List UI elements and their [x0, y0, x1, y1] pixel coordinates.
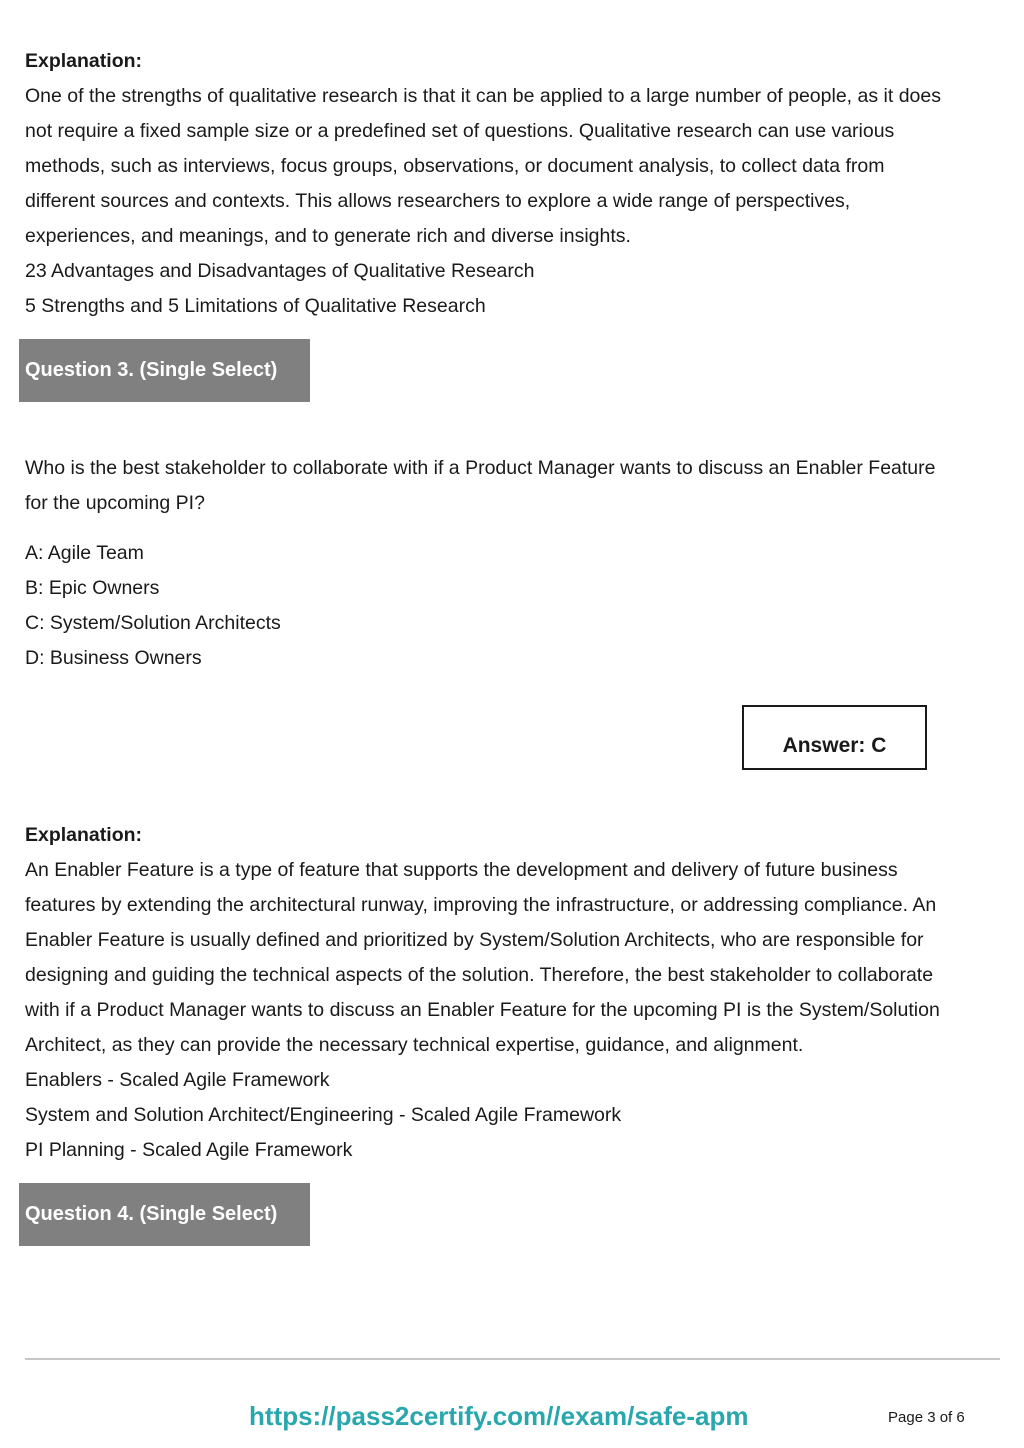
explanation-text-line: not require a fixed sample size or a predefined set of questions. Qualitative research can use various [25, 120, 895, 142]
explanation-text-line: Enabler Feature is usually defined and prioritized by System/Solution Architects, who are responsible for [25, 929, 924, 951]
option-d: D: Business Owners [25, 647, 202, 669]
option-b: B: Epic Owners [25, 577, 160, 599]
explanation-heading: Explanation: [25, 50, 143, 72]
explanation-heading: Explanation: [25, 824, 143, 846]
reference-line: 23 Advantages and Disadvantages of Qualitative Research [25, 260, 535, 282]
explanation-text-line: methods, such as interviews, focus groups, observations, or document analysis, to collect data from [25, 155, 885, 177]
answer-box: Answer: C [742, 705, 927, 770]
explanation-text-line: One of the strengths of qualitative research is that it can be applied to a large number of people, as it does [25, 85, 941, 107]
reference-line: System and Solution Architect/Engineering - Scaled Agile Framework [25, 1104, 622, 1126]
option-a: A: Agile Team [25, 542, 144, 564]
explanation-text-line: designing and guiding the technical aspects of the solution. Therefore, the best stakeholder to collaborate [25, 964, 934, 986]
page-number: Page 3 of 6 [888, 1409, 965, 1426]
explanation-text-line: features by extending the architectural runway, improving the infrastructure, or addressing compliance. An [25, 894, 937, 916]
reference-line: PI Planning - Scaled Agile Framework [25, 1139, 353, 1161]
reference-line: 5 Strengths and 5 Limitations of Qualitative Research [25, 295, 486, 317]
question-text-line: Who is the best stakeholder to collaborate with if a Product Manager wants to discuss an Enabler Feature [25, 457, 936, 479]
explanation-text-line: with if a Product Manager wants to discuss an Enabler Feature for the upcoming PI is the System/Solution [25, 999, 940, 1021]
footer-divider [25, 1358, 1000, 1360]
explanation-text-line: experiences, and meanings, and to generate rich and diverse insights. [25, 225, 631, 247]
explanation-text-line: different sources and contexts. This allows researchers to explore a wide range of perspectives, [25, 190, 851, 212]
question-text-line: for the upcoming PI? [25, 492, 205, 514]
option-c: C: System/Solution Architects [25, 612, 281, 634]
explanation-text-line: An Enabler Feature is a type of feature that supports the development and delivery of future business [25, 859, 898, 881]
reference-line: Enablers - Scaled Agile Framework [25, 1069, 330, 1091]
footer-url-link[interactable]: https://pass2certify.com//exam/safe-apm [249, 1401, 749, 1431]
question-header: Question 4. (Single Select) [19, 1183, 310, 1246]
question-header: Question 3. (Single Select) [19, 339, 310, 402]
explanation-text-line: Architect, as they can provide the necessary technical expertise, guidance, and alignment. [25, 1034, 804, 1056]
